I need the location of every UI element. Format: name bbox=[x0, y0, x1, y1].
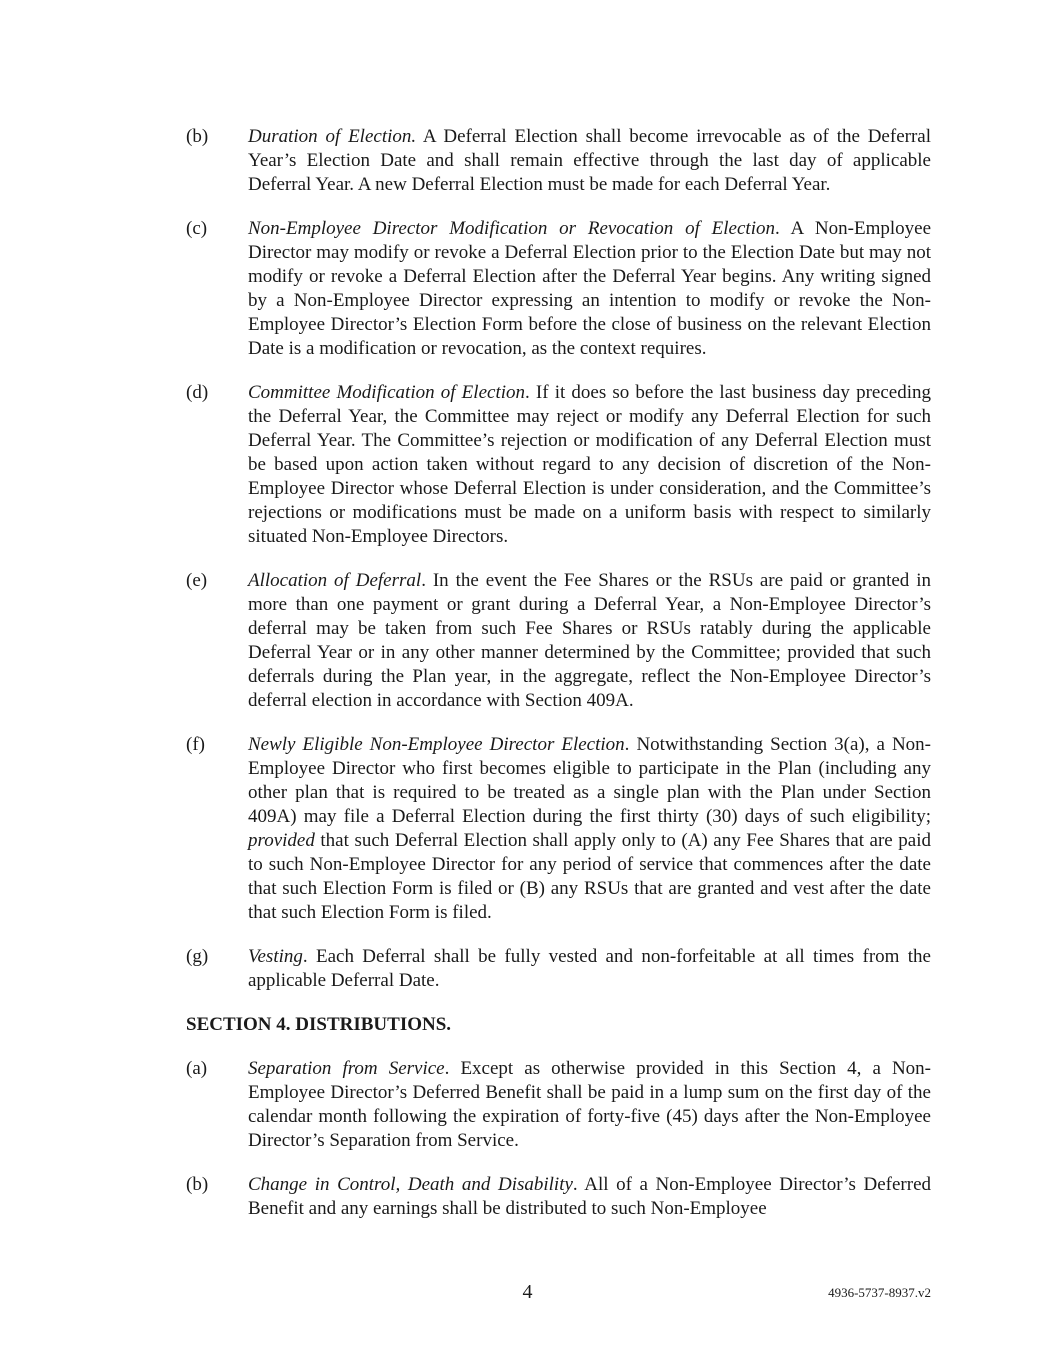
subsection-body bbox=[248, 733, 931, 925]
subsection-c-director-modification bbox=[186, 217, 931, 361]
subsection-label: (b) bbox=[186, 1174, 209, 1195]
subsection-title: Separation from Service bbox=[248, 1058, 445, 1079]
subsection-label: (a) bbox=[186, 1058, 208, 1079]
subsection-body bbox=[248, 1057, 931, 1153]
subsection-label: (c) bbox=[186, 218, 208, 239]
subsection-text: A Deferral Election shall become irrevocable as of the Deferral Year’s Election Date and shall remain effective through the last day of applicable Deferral Year. A new Deferral Election must be made for each Deferral Year. bbox=[248, 126, 931, 195]
subsection-text: . If it does so before the last business day preceding the Deferral Year, the Committee may reject or modify any Deferral Election for such Deferral Year. The Committee’s rejection or modification of any Deferral Election must be based upon action taken without regard to any decision of discretion of the Non-Employee Director whose Deferral Election is under consideration, and the Committee’s rejections or modifications must be made on a uniform basis with respect to similarly situated Non-Employee Directors. bbox=[248, 382, 931, 547]
subsection-body bbox=[248, 217, 931, 361]
subsection-text: . A Non-Employee Director may modify or revoke a Deferral Election prior to the Election Date but may not modify or revoke a Deferral Election after the Deferral Year begins. Any writing signed by a Non-Employee Director expressing an intention to modify or revoke the Non-Employee Director’s Election Form before the close of business on the relevant Election Date is a modification or revocation, as the context requires. bbox=[248, 218, 931, 359]
subsection-emphasis: provided bbox=[248, 830, 315, 851]
subsection-g-vesting bbox=[186, 945, 931, 993]
subsection-text: . Each Deferral shall be fully vested and non-forfeitable at all times from the applicable Deferral Date. bbox=[248, 946, 931, 991]
subsection-body bbox=[248, 1173, 931, 1221]
subsection-a-separation bbox=[186, 1057, 931, 1153]
subsection-title: Allocation of Deferral bbox=[248, 570, 422, 591]
subsection-b-change-in-control bbox=[186, 1173, 931, 1221]
subsection-d-committee-modification bbox=[186, 381, 931, 549]
subsection-label: (e) bbox=[186, 570, 208, 591]
subsection-text: . In the event the Fee Shares or the RSUs are paid or granted in more than one payment or grant during a Deferral Year, a Non-Employee Director’s deferral may be taken from such Fee Shares or RSUs ratably during the applicable Deferral Year or in any other manner determined by the Committee; provided that such deferrals during the Plan year, in the aggregate, reflect the Non-Employee Director’s deferral election in accordance with Section 409A. bbox=[248, 570, 931, 711]
subsection-body bbox=[248, 381, 931, 549]
subsection-title: Committee Modification of Election bbox=[248, 382, 525, 403]
subsection-title: Vesting bbox=[248, 946, 303, 967]
subsection-title: Newly Eligible Non-Employee Director Election bbox=[248, 734, 625, 755]
subsection-text-after: that such Deferral Election shall apply only to (A) any Fee Shares that are paid to such Non-Employee Director for any period of service that commences after the date that such Election Form is filed or (B) any RSUs that are granted and vest after the date that such Election Form is filed. bbox=[248, 830, 931, 923]
section-heading: SECTION 4. DISTRIBUTIONS. bbox=[186, 1014, 452, 1035]
subsection-label: (g) bbox=[186, 946, 209, 967]
subsection-body bbox=[248, 569, 931, 713]
subsection-body bbox=[248, 125, 931, 197]
subsection-title: Change in Control, Death and Disability bbox=[248, 1174, 573, 1195]
subsection-body bbox=[248, 945, 931, 993]
subsection-label: (f) bbox=[186, 734, 205, 755]
subsection-label: (d) bbox=[186, 382, 209, 403]
subsection-e-allocation bbox=[186, 569, 931, 713]
page-number: 4 bbox=[522, 1281, 533, 1303]
document-id: 4936-5737-8937.v2 bbox=[828, 1285, 931, 1300]
subsection-title: Duration of Election. bbox=[248, 126, 417, 147]
subsection-text-before: . Notwithstanding Section 3(a), a Non-Employee Director who first becomes eligible to participate in the Plan (including any other plan that is required to be treated as a single plan with the Plan under Section 409A) may file a Deferral Election during the first thirty (30) days of such eligibility; bbox=[248, 734, 931, 827]
subsection-title: Non-Employee Director Modification or Revocation of Election bbox=[248, 218, 775, 239]
subsection-text: . Except as otherwise provided in this Section 4, a Non-Employee Director’s Deferred Benefit shall be paid in a lump sum on the first day of the calendar month following the expiration of forty-five (45) days after the Non-Employee Director’s Separation from Service. bbox=[248, 1058, 932, 1151]
subsection-label: (b) bbox=[186, 126, 209, 147]
subsection-b-duration bbox=[186, 125, 931, 197]
subsection-f-newly-eligible bbox=[186, 733, 931, 925]
subsection-text: . All of a Non-Employee Director’s Deferred Benefit and any earnings shall be distributed to such Non-Employee bbox=[248, 1174, 931, 1219]
page-content bbox=[186, 125, 931, 1241]
